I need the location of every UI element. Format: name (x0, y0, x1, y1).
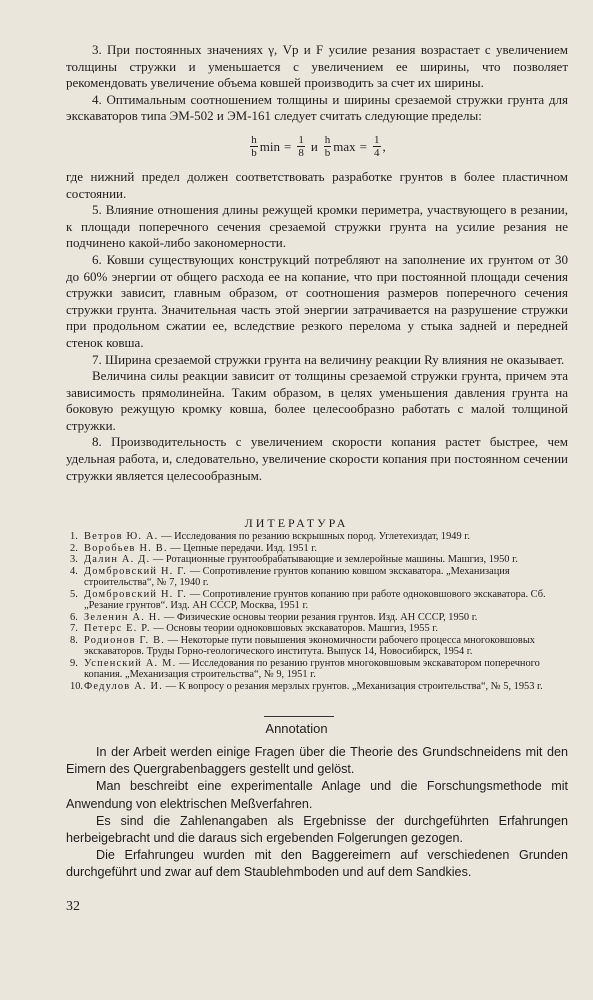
main-text (66, 42, 568, 484)
reference-item: 7. Петерс Е. Р. — Основы теории одноковшовых экскаваторов. Машгиз, 1955 г. (70, 623, 438, 634)
reference-item: 6. Зеленин А. Н. — Физические основы теории резания грунтов. Изд. АН СССР, 1950 г. (70, 611, 478, 623)
reference-item: 3. Далин А. Д. — Ротационные грунтообрабатывающие и землеройные машины. Машгиз, 1950 г. (70, 554, 518, 565)
section-divider (264, 716, 334, 717)
reference-list (70, 531, 568, 692)
fraction-h-over-b: $\frac{h}{b}$ (251, 134, 257, 160)
reference-item: 5. Домбровский Н. Г. — Сопротивление грунтов копанию при работе одноковшового экскаватора. Сб. „Резание грунтов“. Изд. АН СССР, Москва, 1951 г. (70, 588, 546, 611)
annotation-paragraph: Es sind die Zahlenangaben als Ergebnisse der durchgeführten Erfahrungen herbeigebracht und die daraus sich ergebenden Folgerungen gezogen. (66, 813, 568, 846)
paragraph-7-continued: Величина силы реакции зависит от толщины срезаемой стружки грунта, причем эта зависимость прямолинейна. Таким образом, в целях уменьшения давления грунта на боковую режущую кромку ковша, более целесообразно работать с малой толщиной стружки. (66, 368, 568, 433)
reference-item: 8. Родионов Г. В. — Некоторые пути повышения экономичности рабочего процесса многоковшовых экскаваторов. Труды Горно-геологического института. Выпуск 14, Новосибирск, 1954 г. (70, 634, 535, 657)
reference-item: 4. Домбровский Н. Г. — Сопротивление грунтов копанию ковшом экскаватора. „Механизация строительства“, № 7, 1940 г. (70, 565, 510, 588)
reference-item: 10. Федулов А. И. — К вопросу о резания мерзлых грунтов. „Механизация строительства“, № 5, 1953 г. (70, 680, 543, 692)
fraction-h-over-b: $\frac{h}{b}$ (324, 134, 331, 160)
paragraph-5: 5. Влияние отношения длины режущей кромки периметра, участвующего в резании, к площади поперечного сечения срезаемой стружки грунта на усилие резания не подчинено какой-либо закономерности. (66, 202, 568, 251)
page-number: 32 (66, 899, 80, 914)
reference-item: 2. Воробьев Н. В. — Цепные передачи. Изд. 1951 г. (70, 542, 317, 554)
fraction-one-eighth: $\frac{1}{8}$ (298, 134, 304, 160)
paragraph-7: 7. Ширина срезаемой стружки грунта на величину реакции Ry влияния не оказывает. (92, 351, 565, 367)
paragraph-6: 6. Ковши существующих конструкций потребляют на заполнение их грунтом от 30 до 60% энергии от общего расхода ее на копание, что при постоянной площади сечения стружки зависит, главным образом, от соотношения размеров поперечного сечения стружки грунта. Значительная часть этой энергии затрачивается на разрушение стружки при продольном сжатии ее, вследствие резкого перелома у стыка задней и передней стенок ковша. (66, 251, 568, 350)
fraction-one-quarter: $\frac{1}{4}$ (374, 134, 380, 160)
annotation-heading: Annotation (265, 721, 328, 736)
ratio-formula: $\frac{h}{b}$ min = $\frac{1}{8}$ и $\frac{h}{b}$ max = $\frac{1}{4}$ , (251, 134, 386, 160)
annotation-paragraph: In der Arbeit werden einige Fragen über die Theorie des Grundschneidens mit den Eimern des Quergrabenbaggers gestellt und gelöst. (66, 745, 568, 777)
reference-item: 9. Успенский А. М. — Исследования по резанию грунтов многоковшовым экскаватором поперечного копания. „Механизация строительства“, № 9, 1951 г. (70, 657, 540, 680)
annotation-text (66, 744, 568, 882)
paragraph-4-continued: где нижний предел должен соответствовать разработке грунтов в более пластичном состоянии. (66, 168, 568, 201)
paragraph-4: 4. Оптимальным соотношением толщины и ширины срезаемой стружки грунта для экскаваторов типа ЭМ-502 и ЭМ-161 следует считать следующие пределы: (66, 91, 568, 124)
paragraph-8: 8. Производительность с увеличением скорости копания растет быстрее, чем удельная работа, и, следовательно, увеличение скорости копания при постоянном сечении стружки является целесообразным. (66, 434, 568, 483)
literature-heading: ЛИТЕРАТУРА (244, 516, 349, 530)
annotation-paragraph: Die Erfahrungeu wurden mit den Baggereimern auf verschiedenen Grunden durchgeführt und zwar auf dem Staublehmboden und auf dem Sandkies. (66, 848, 568, 880)
annotation-paragraph: Man beschreibt eine experimentalle Anlage und die Forschungsmethode mit Anwendung von elektrischen Meßverfahren. (66, 779, 568, 811)
reference-item: 1. Ветров Ю. А. — Исследования по резанию вскрышных пород. Углетехиздат, 1949 г. (70, 531, 470, 542)
paragraph-3: 3. При постоянных значениях γ, Vp и F усилие резания возрастает с увеличением толщины стружки и уменьшается с увеличением ее ширины, что позволяет рекомендовать увеличение объема ковшей производить за счет их ширины. (66, 42, 568, 91)
